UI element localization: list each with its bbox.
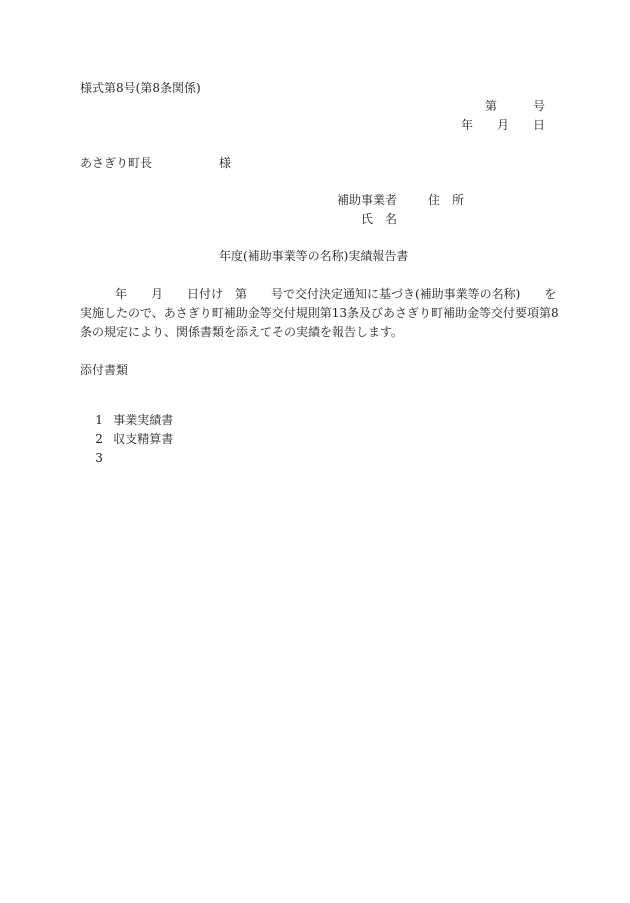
body-line-3: 条の規定により、関係書類を添えてその実績を報告します。 xyxy=(80,325,404,339)
attachment-item xyxy=(80,399,174,427)
attachment-label: 事業実績書 xyxy=(113,413,174,427)
attachment-number: 3 xyxy=(95,451,103,465)
body-line-2: 実施したので、あさぎり町補助金等交付規則第13条及びあさぎり町補助金等交付要項第8 xyxy=(80,306,559,320)
attachment-number: 2 xyxy=(95,432,103,446)
attachment-number: 1 xyxy=(95,413,103,427)
body-line-1: 年 月 日付け 第 号で交付決定通知に基づき(補助事業等の名称) を xyxy=(115,287,557,301)
addressee-honorific: 様 xyxy=(219,156,232,170)
attachment-label: 収支精算書 xyxy=(113,432,174,446)
form-label: 様式第8号(第8条関係) xyxy=(80,81,201,95)
applicant-label: 補助事業者 xyxy=(337,193,398,207)
attachment-item xyxy=(80,418,174,446)
applicant-name-label: 氏 名 xyxy=(361,212,398,226)
report-title: 年度(補助事業等の名称)実績報告書 xyxy=(219,249,409,263)
attachments-heading: 添付書類 xyxy=(80,363,129,377)
document-number-line: 第 号 xyxy=(484,99,545,113)
attachment-item xyxy=(80,437,113,465)
document-date-line: 年 月 日 xyxy=(460,118,545,132)
applicant-address-label: 住 所 xyxy=(428,193,465,207)
addressee-name: あさぎり町長 xyxy=(80,156,153,170)
